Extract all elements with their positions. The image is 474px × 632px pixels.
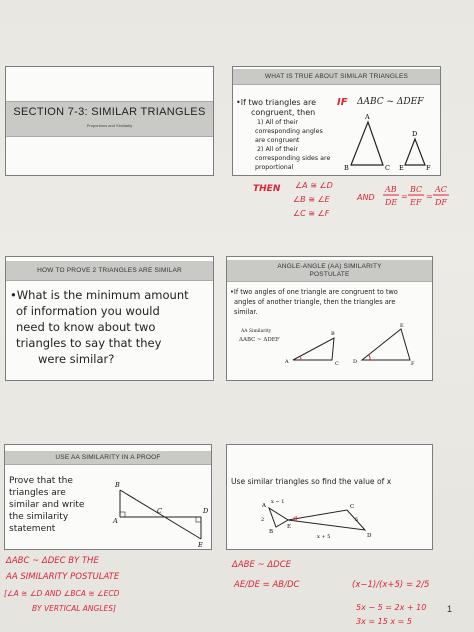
- label-e: E: [287, 524, 292, 530]
- question-line-5: were similar?: [38, 352, 115, 366]
- ratio-2-bottom: EF: [410, 198, 422, 207]
- bullet-line-1: •If two triangles are: [236, 98, 317, 107]
- question-line-1: •What is the minimum amount: [10, 288, 189, 302]
- equals-2: =: [426, 192, 433, 201]
- prove-line-2: triangles are: [9, 488, 66, 498]
- label-c: C: [385, 164, 390, 172]
- similarity-statement: ΔABC ~ ΔDEF: [357, 97, 424, 107]
- find-x-note-1: ΔABE ~ ΔDCE: [232, 560, 292, 570]
- question-line-2: of information you would: [16, 304, 160, 318]
- question-line-4: triangles to say that they: [16, 336, 162, 350]
- page-number: 1: [446, 604, 452, 614]
- handwritten-angle-a: ∠A ≅ ∠D: [295, 181, 333, 190]
- slide-find-x: [226, 444, 433, 550]
- ratio-3-bottom: DF: [435, 198, 447, 207]
- label-a: A: [262, 503, 266, 509]
- label-b: B: [331, 331, 335, 337]
- ratio-3-top: AC: [435, 185, 447, 194]
- label-c: C: [350, 504, 355, 510]
- slide-title: SECTION 7-3: SIMILAR TRIANGLES: [13, 106, 206, 118]
- prove-line-5: statement: [9, 524, 56, 534]
- label-e: E: [399, 164, 404, 172]
- sub-item-2a: 2) All of their: [257, 146, 299, 153]
- proof-note-line-3: [∠A ≅ ∠D AND ∠BCA ≅ ∠ECD: [4, 589, 120, 598]
- find-x-note-2b: (x−1)/(x+5) = 2/5: [352, 580, 430, 590]
- label-d: D: [412, 130, 418, 138]
- handwritten-then: THEN: [253, 184, 281, 194]
- ratio-1-top: AB: [385, 185, 397, 194]
- length-x-minus-1: x − 1: [271, 499, 285, 505]
- label-a: A: [365, 113, 370, 121]
- label-e: E: [198, 541, 203, 549]
- slide-how-to-prove: [5, 256, 214, 381]
- slide-aa-proof: [4, 444, 212, 550]
- label-f: F: [426, 164, 431, 172]
- handwritten-if: IF: [337, 97, 348, 108]
- equals-1: =: [401, 192, 408, 201]
- find-x-note-4: 3x = 15 x = 5: [356, 617, 412, 626]
- postulate-line-1: •If two angles of one triangle are congruent to two: [230, 288, 398, 296]
- slide-subtitle: Proportions and Similarity: [86, 123, 133, 128]
- sub-item-1c: are congruent: [255, 137, 300, 144]
- label-d: D: [203, 507, 209, 515]
- label-b: B: [269, 529, 274, 535]
- sub-item-2b: corresponding sides are: [255, 155, 331, 162]
- find-x-note-3: 5x − 5 = 2x + 10: [356, 603, 427, 612]
- find-x-note-2a: AE/DE = AB/DC: [234, 580, 300, 590]
- sub-item-1b: corresponding angles: [255, 128, 323, 135]
- prove-line-3: similar and write: [9, 500, 85, 510]
- triangle-abe: [269, 508, 288, 527]
- length-2: 2: [261, 517, 265, 523]
- header-line-2: POSTULATE: [309, 270, 350, 278]
- label-a: A: [113, 517, 118, 525]
- proof-figure: [5, 445, 213, 551]
- label-d: D: [353, 359, 358, 365]
- length-5: 5: [355, 517, 359, 523]
- bullet-line-2: congruent, then: [251, 108, 316, 117]
- label-f: F: [411, 361, 415, 367]
- triangle-abc: [293, 338, 334, 360]
- proof-note-line-2: AA SIMILARITY POSTULATE: [6, 572, 120, 582]
- slide-header: WHAT IS TRUE ABOUT SIMILAR TRIANGLES: [233, 69, 440, 85]
- postulate-line-3: similar.: [234, 308, 258, 316]
- prove-line-1: Prove that the: [9, 476, 73, 486]
- label-a: A: [285, 359, 289, 365]
- slide-header: USE AA SIMILARITY IN A PROOF: [5, 451, 211, 465]
- handwritten-angle-b: ∠B ≅ ∠E: [293, 195, 330, 204]
- ratio-2-top: BC: [410, 185, 423, 194]
- postulate-line-2: angles of another triangle, then the triangles are: [234, 298, 396, 306]
- prove-line-4: the similarity: [9, 512, 69, 522]
- label-b: B: [344, 164, 349, 172]
- label-d: D: [367, 533, 372, 539]
- triangle-dce: [288, 510, 365, 530]
- figure-statement: ΔABC ~ ΔDEF: [239, 337, 280, 343]
- handwritten-angle-c: ∠C ≅ ∠F: [293, 209, 330, 218]
- label-b: B: [115, 481, 120, 489]
- slide-header: HOW TO PROVE 2 TRIANGLES ARE SIMILAR: [6, 261, 213, 281]
- sub-item-1a: 1) All of their: [257, 119, 299, 126]
- find-x-figure: [227, 445, 434, 551]
- aa-figure: [227, 257, 434, 382]
- slide-title: Use similar triangles so find the value of x: [231, 477, 392, 486]
- header-line-1: ANGLE-ANGLE (AA) SIMILARITY: [277, 262, 382, 270]
- question-line-3: need to know about two: [16, 320, 156, 334]
- proof-note-line-1: ΔABC ~ ΔDEC BY THE: [6, 556, 99, 566]
- proof-note-line-4: BY VERTICAL ANGLES]: [32, 604, 116, 613]
- length-x-plus-5: x + 5: [317, 534, 331, 540]
- label-e: E: [400, 323, 404, 329]
- sub-item-2c: proportional: [255, 164, 294, 171]
- handwritten-and: AND: [357, 193, 375, 202]
- label-c: C: [157, 507, 162, 515]
- slide-aa-postulate: [226, 256, 433, 381]
- figure-title: AA Similarity: [241, 329, 272, 334]
- ratio-1-bottom: DE: [385, 198, 398, 207]
- label-c: C: [335, 361, 339, 367]
